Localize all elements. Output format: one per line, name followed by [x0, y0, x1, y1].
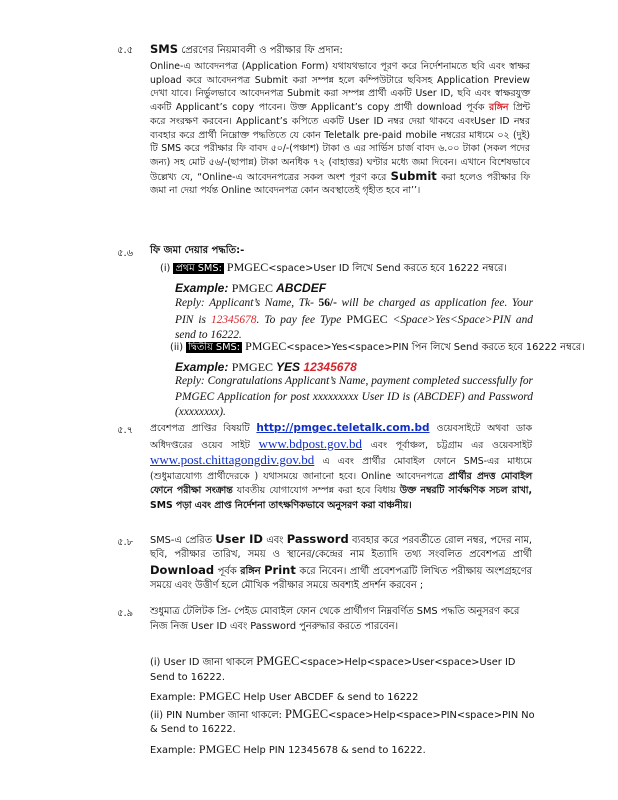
paragraph-text: প্রিন্ট করে সংরক্ষণ করবেন। Applicant’s কপিতে একটি User ID নম্বর দেয়া থাকবে এবংUser ID নম্বর ব্যবহার করে প্রার্থী নিম্নোক্ত পদ্ধতিতে যে কোন Teletalk pre-paid mobile নম্বরের মাধ্যমে ০২ (দুই) টি SMS করে পরীক্ষার ফি বাবদ ৫০/-(পঞ্চাশ) টাকা ও এর সার্ভিস চার্জ বাবদ ৬.০০ টাকা (সকল পদের জন্য) সহ মোট ৫৬/-(ছাপান্ন) টাকা অনধিক ৭২ (বাহাত্তর) ঘণ্টার মধ্যে জমা দিবেন। এখানে বিশেষভাবে উল্লেখ্য যে, “Online-এ আবেদনপত্রের সকল অংশ পূরণ করে: [150, 102, 530, 183]
paragraph-5-7: [150, 421, 532, 513]
section-heading-5-5: [150, 42, 530, 58]
example-label: Example:: [150, 692, 199, 704]
sms-instruction: <space>User ID লিখে Send করতে হবে 16222 নম্বরে।: [268, 263, 507, 274]
item-prefix: (ii): [170, 342, 187, 353]
color-bold: রঙ্গিন: [240, 565, 261, 577]
sms-label: SMS: [150, 42, 179, 56]
paragraph-text: SMS-এ প্রেরিত: [150, 535, 216, 546]
paragraph-text: এ এবং প্রার্থীর মোবাইল ফোনে SMS-এর মাধ্যমে (শুধুমাত্রযোগ্য প্রার্থীদেরকে ) যথাসময়ে জানানো হবে। Online আবেদনপত্রে: [150, 456, 532, 482]
sms-command: PMGEC: [242, 339, 287, 353]
fee-amount: 56/-: [318, 297, 337, 309]
step-text: (i) User ID জানা থাকলে: [150, 657, 257, 668]
first-sms-label: প্রথম SMS:: [175, 263, 222, 274]
section-number-5-6: ৫.৬: [117, 248, 134, 259]
pin-recovery: [150, 707, 535, 738]
example-text: Help User ABCDEF & send to 16222: [240, 692, 419, 704]
sms-command: PMGEC: [198, 741, 241, 756]
mobile-contact-bold: প্রার্থীর প্রদত্ত মোবাইল ফোনে পরীক্ষা সংক্রান্ত: [150, 470, 532, 496]
paragraph-text: করে নিবেন। প্রার্থী প্রবেশপত্রটি লিখিত পরীক্ষায় অংশগ্রহণের সময়ে এবং উত্তীর্ণ হলে মৌখিক পরীক্ষার সময়ে অবশ্যই প্রদর্শন করবেন ;: [150, 565, 533, 592]
sms-command: PMGEC: [198, 689, 241, 704]
print-bold: Print: [264, 562, 296, 577]
reply-text: Reply: Applicant’s Name, Tk-: [175, 297, 319, 309]
paragraph-text: এবং: [262, 535, 287, 546]
download-bold: Download: [150, 562, 215, 577]
paragraph-text: যাবতীয় যোগাযোগ সম্পন্ন করা হবে বিধায়: [232, 485, 400, 496]
example-label: Example:: [175, 281, 232, 295]
paragraph-text: Online-এ আবেদনপত্র (Application Form) যথাযথভাবে পূরণ করে নির্দেশনামতে ছবি এবং স্বাক্ষর upload করে আবেদনপত্র Submit করা সম্পন্ন হলে কম্পিউটারে ছবিসহ Application Preview দেখা যাবে। নির্ভুলভাবে আবেদনপত্র Submit করা সম্পন্ন প্রার্থী একটি User ID, ছবি এবং স্বাক্ষরযুক্ত একটি Applicant’s copy পাবেন। উক্ত Applicant’s copy প্রার্থী download পূর্বক: [150, 61, 530, 114]
reply-text: <Space>Yes<Space>PIN and send to 16222.: [175, 313, 533, 341]
first-sms-reply: [175, 296, 533, 344]
user-id-bold: User ID: [215, 532, 263, 546]
chittagong-post-link[interactable]: www.post.chittagongdiv.gov.bd: [150, 452, 315, 467]
pin-example: [150, 742, 535, 759]
keep-active-bold: উক্ত নম্বরটি সার্বক্ষণিক সচল রাখা, SMS পড়া এবং প্রাপ্ত নির্দেশনা তাৎক্ষণিকভাবে অনুসরণ করা বাঞ্চনীয়।: [150, 485, 532, 511]
second-sms-line: [170, 339, 585, 355]
heading-text: প্রেরণের নিয়মাবলী ও পরীক্ষার ফি প্রদান:: [178, 45, 343, 56]
paragraph-text: করা হলেও পরীক্ষার ফি জমা না দেয়া পর্যন্ত Online আবেদনপত্র কোন অবস্থাতেই গৃহীত হবে না’’।: [150, 171, 531, 197]
sms-instruction: <space>Yes<space>PIN পিন লিখে Send করতে হবে 16222 নম্বরে।: [286, 342, 585, 353]
reply-command: PMGEC: [346, 311, 388, 326]
example-command: PMGEC: [231, 360, 277, 374]
reply-text: will be charged as application fee. Your PIN is: [175, 297, 533, 326]
pin-value: 12345678: [210, 313, 257, 326]
example-yes: YES: [276, 360, 304, 374]
example-label: Example:: [150, 744, 199, 756]
first-sms-example: [175, 277, 326, 296]
second-sms-label: দ্বিতীয় SMS:: [188, 342, 241, 353]
step-text: <space>Help<space>User<space>User ID Send to 16222.: [150, 657, 516, 683]
section-number-5-8: ৫.৮: [117, 537, 134, 548]
color-print-bold: রঙ্গিন: [488, 102, 509, 114]
paragraph-5-9-intro: শুধুমাত্র টেলিটক প্রি- পেইড মোবাইল ফোন থেকে প্রার্থীগণ নিম্নবর্ণিত SMS পদ্ধতি অনুসরণ করে নিজ নিজ User ID এবং Password পুনরুদ্ধার করতে পারবেন।: [150, 606, 520, 632]
example-pin: 12345678: [303, 360, 357, 374]
teletalk-link[interactable]: http://pmgec.teletalk.com.bd: [256, 422, 430, 434]
paragraph-5-5: [150, 60, 530, 198]
sms-command: PMGEC: [285, 706, 329, 721]
submit-bold: Submit: [390, 168, 437, 183]
paragraph-text: পূর্বক: [214, 565, 241, 577]
section-heading-5-6: ফি জমা দেয়ার পদ্ধতি:-: [150, 245, 245, 256]
user-id-example: [150, 689, 535, 706]
password-bold: Password: [286, 532, 349, 546]
section-number-5-5: ৫.৫: [117, 45, 134, 56]
bdpost-link[interactable]: www.bdpost.gov.bd: [258, 435, 362, 451]
section-number-5-7: ৫.৭: [117, 425, 134, 436]
paragraph-text: ব্যবহার করে পরবর্তীতে রোল নম্বর, পদের নাম, ছবি, পরীক্ষার তারিখ, সময় ও স্থানের/কেন্দ্রের নাম ইত্যাদি তথ্য সংবলিত প্রবেশপত্র প্রার্থী: [150, 535, 533, 561]
sms-command: PMGEC: [223, 260, 269, 274]
paragraph-text: এবং পূর্বাঞ্চল, চট্টগ্রাম এর ওয়েবসাইট: [362, 439, 532, 451]
item-prefix: (i): [160, 263, 174, 274]
recovery-steps: [150, 654, 535, 759]
user-id-recovery: [150, 654, 535, 685]
paragraph-text: ওয়েবসাইটে অথবা ডাক অধিদপ্তরের ওয়েব সাইট: [150, 423, 532, 451]
second-sms-example: [175, 356, 357, 375]
example-value: ABCDEF: [276, 281, 327, 295]
example-label: Example:: [175, 360, 232, 374]
reply-text: . To pay fee Type: [256, 313, 347, 326]
paragraph-5-8: [150, 532, 532, 594]
second-sms-reply: Reply: Congratulations Applicant’s Name, payment completed successfully for PMGEC Application for post xxxxxxxxx User ID is (ABCDEF) and Password (xxxxxxxx).: [175, 375, 533, 418]
step-text: (ii) PIN Number জানা থাকলে:: [150, 709, 286, 721]
example-command: PMGEC: [231, 281, 277, 295]
example-text: Help PIN 12345678 & send to 16222.: [240, 744, 426, 756]
section-number-5-9: ৫.৯: [117, 608, 134, 619]
sms-command: PMGEC: [256, 654, 300, 668]
first-sms-line: [160, 260, 530, 276]
paragraph-text: প্রবেশপত্র প্রাপ্তির বিষয়টি: [150, 423, 257, 434]
step-text: <space>Help<space>PIN<space>PIN No & Send to 16222.: [150, 709, 535, 736]
